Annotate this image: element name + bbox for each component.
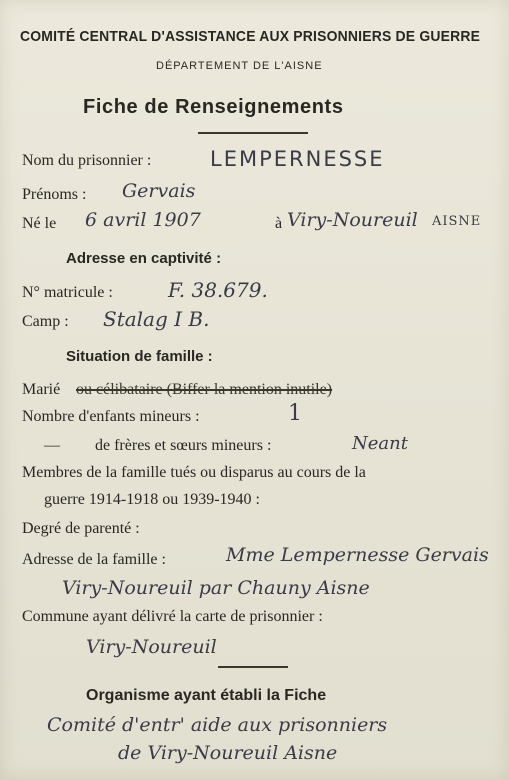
prenoms-label: Prénoms : xyxy=(22,186,87,203)
form-title: Fiche de Renseignements xyxy=(83,96,344,118)
freres-dash: — xyxy=(44,437,60,454)
adresse-famille-label: Adresse de la famille : xyxy=(22,551,166,568)
title-underline xyxy=(198,132,308,134)
prenoms-value: Gervais xyxy=(122,180,196,202)
organisme-value-1: Comité d'entr' aide aux prisonniers xyxy=(47,714,388,736)
organisme-heading: Organisme ayant établi la Fiche xyxy=(86,687,327,704)
enfants-value: 1 xyxy=(288,401,302,426)
situation-heading: Situation de famille : xyxy=(66,348,213,365)
membres-line1: Membres de la famille tués ou disparus au cours de la xyxy=(22,464,366,481)
lieu-naissance-value: Viry-Noureuil xyxy=(287,209,418,231)
organisme-value-2: de Viry-Noureuil Aisne xyxy=(118,742,338,764)
section-divider xyxy=(218,666,288,668)
departement-value: AISNE xyxy=(432,214,482,229)
commune-value: Viry-Noureuil xyxy=(86,636,217,658)
celibataire-struck-text: ou célibataire (Biffer la mention inutile) xyxy=(76,381,333,398)
nom-label: Nom du prisonnier : xyxy=(22,152,152,169)
freres-label: de frères et sœurs mineurs : xyxy=(95,437,272,454)
matricule-label: N° matricule : xyxy=(22,284,113,301)
captivite-heading: Adresse en captivité : xyxy=(66,250,222,267)
marie-label: Marié xyxy=(22,381,61,398)
adresse-famille-value-1: Mme Lempernesse Gervais xyxy=(226,544,489,566)
nom-value: LEMPERNESSE xyxy=(210,147,385,171)
membres-line2: guerre 1914-1918 ou 1939-1940 : xyxy=(44,491,260,508)
ne-le-label: Né le xyxy=(22,215,57,232)
enfants-label: Nombre d'enfants mineurs : xyxy=(22,408,200,425)
department-subtitle: DÉPARTEMENT DE L'AISNE xyxy=(156,60,323,72)
degre-label: Degré de parenté : xyxy=(22,520,140,537)
freres-value: Neant xyxy=(352,433,408,454)
a-label: à xyxy=(275,215,283,232)
adresse-famille-value-2: Viry-Noureuil par Chauny Aisne xyxy=(62,577,370,599)
camp-label: Camp : xyxy=(22,313,69,330)
matricule-value: F. 38.679. xyxy=(168,278,268,302)
commune-label: Commune ayant délivré la carte de prisonnier : xyxy=(22,608,323,625)
camp-value: Stalag I B. xyxy=(103,307,210,331)
date-naissance-value: 6 avril 1907 xyxy=(85,209,201,231)
committee-title: COMITÉ CENTRAL D'ASSISTANCE AUX PRISONNIERS DE GUERRE xyxy=(20,28,481,45)
